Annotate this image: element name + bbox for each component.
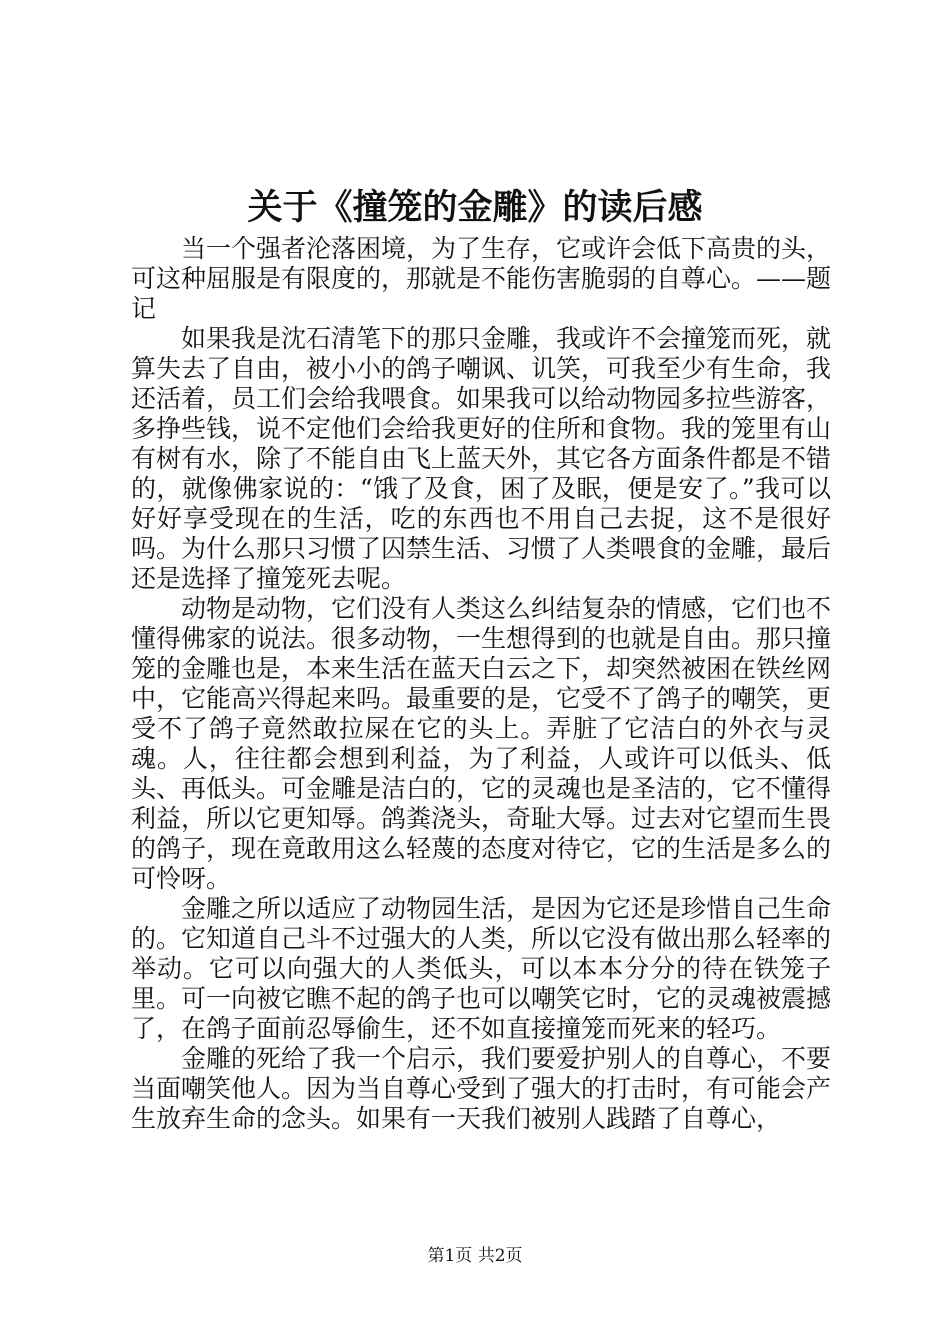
document-body [131,234,831,1134]
paragraph-epigraph: 当一个强者沦落困境，为了生存，它或许会低下高贵的头，可这种屈服是有限度的，那就是不能伤害脆弱的自尊心。——题记 [131,234,832,323]
paragraph-3: 金雕之所以适应了动物园生活，是因为它还是珍惜自己生命的。它知道自己斗不过强大的人类，所以它没有做出那么轻率的举动。它可以向强大的人类低头，可以本本分分的待在铁笼子里。可一向被它瞧不起的鸽子也可以嘲笑它时，它的灵魂被震撼了，在鸽子面前忍辱偷生，还不如直接撞笼而死来的轻巧。 [131,894,832,1043]
paragraph-4: 金雕的死给了我一个启示，我们要爱护别人的自尊心，不要当面嘲笑他人。因为当自尊心受到了强大的打击时，有可能会产生放弃生命的念头。如果有一天我们被别人践踏了自尊心， [131,1044,832,1133]
paragraph-2: 动物是动物，它们没有人类这么纠结复杂的情感，它们也不懂得佛家的说法。很多动物，一生想得到的也就是自由。那只撞笼的金雕也是，本来生活在蓝天白云之下，却突然被困在铁丝网中，它能高兴得起来吗。最重要的是，它受不了鸽子的嘲笑，更受不了鸽子竟然敢拉屎在它的头上。弄脏了它洁白的外衣与灵魂。人，往往都会想到利益，为了利益，人或许可以低头、低头、再低头。可金雕是洁白的，它的灵魂也是圣洁的，它不懂得利益，所以它更知辱。鸽粪浇头，奇耻大辱。过去对它望而生畏的鸽子，现在竟敢用这么轻蔑的态度对待它，它的生活是多么的可怜呀。 [131,594,832,893]
page-footer: 第1页 共2页 [427,1246,523,1266]
document-title: 关于《撞笼的金雕》的读后感 [247,187,703,228]
paragraph-1: 如果我是沈石清笔下的那只金雕，我或许不会撞笼而死，就算失去了自由，被小小的鸽子嘲讽、讥笑，可我至少有生命，我还活着，员工们会给我喂食。如果我可以给动物园多拉些游客，多挣些钱，说不定他们会给我更好的住所和食物。我的笼里有山有树有水，除了不能自由飞上蓝天外，其它各方面条件都是不错的，就像佛家说的：“饿了及食，困了及眠，便是安了。”我可以好好享受现在的生活，吃的东西也不用自己去捉，这不是很好吗。为什么那只习惯了囚禁生活、习惯了人类喂食的金雕，最后还是选择了撞笼死去呢。 [131,324,832,593]
